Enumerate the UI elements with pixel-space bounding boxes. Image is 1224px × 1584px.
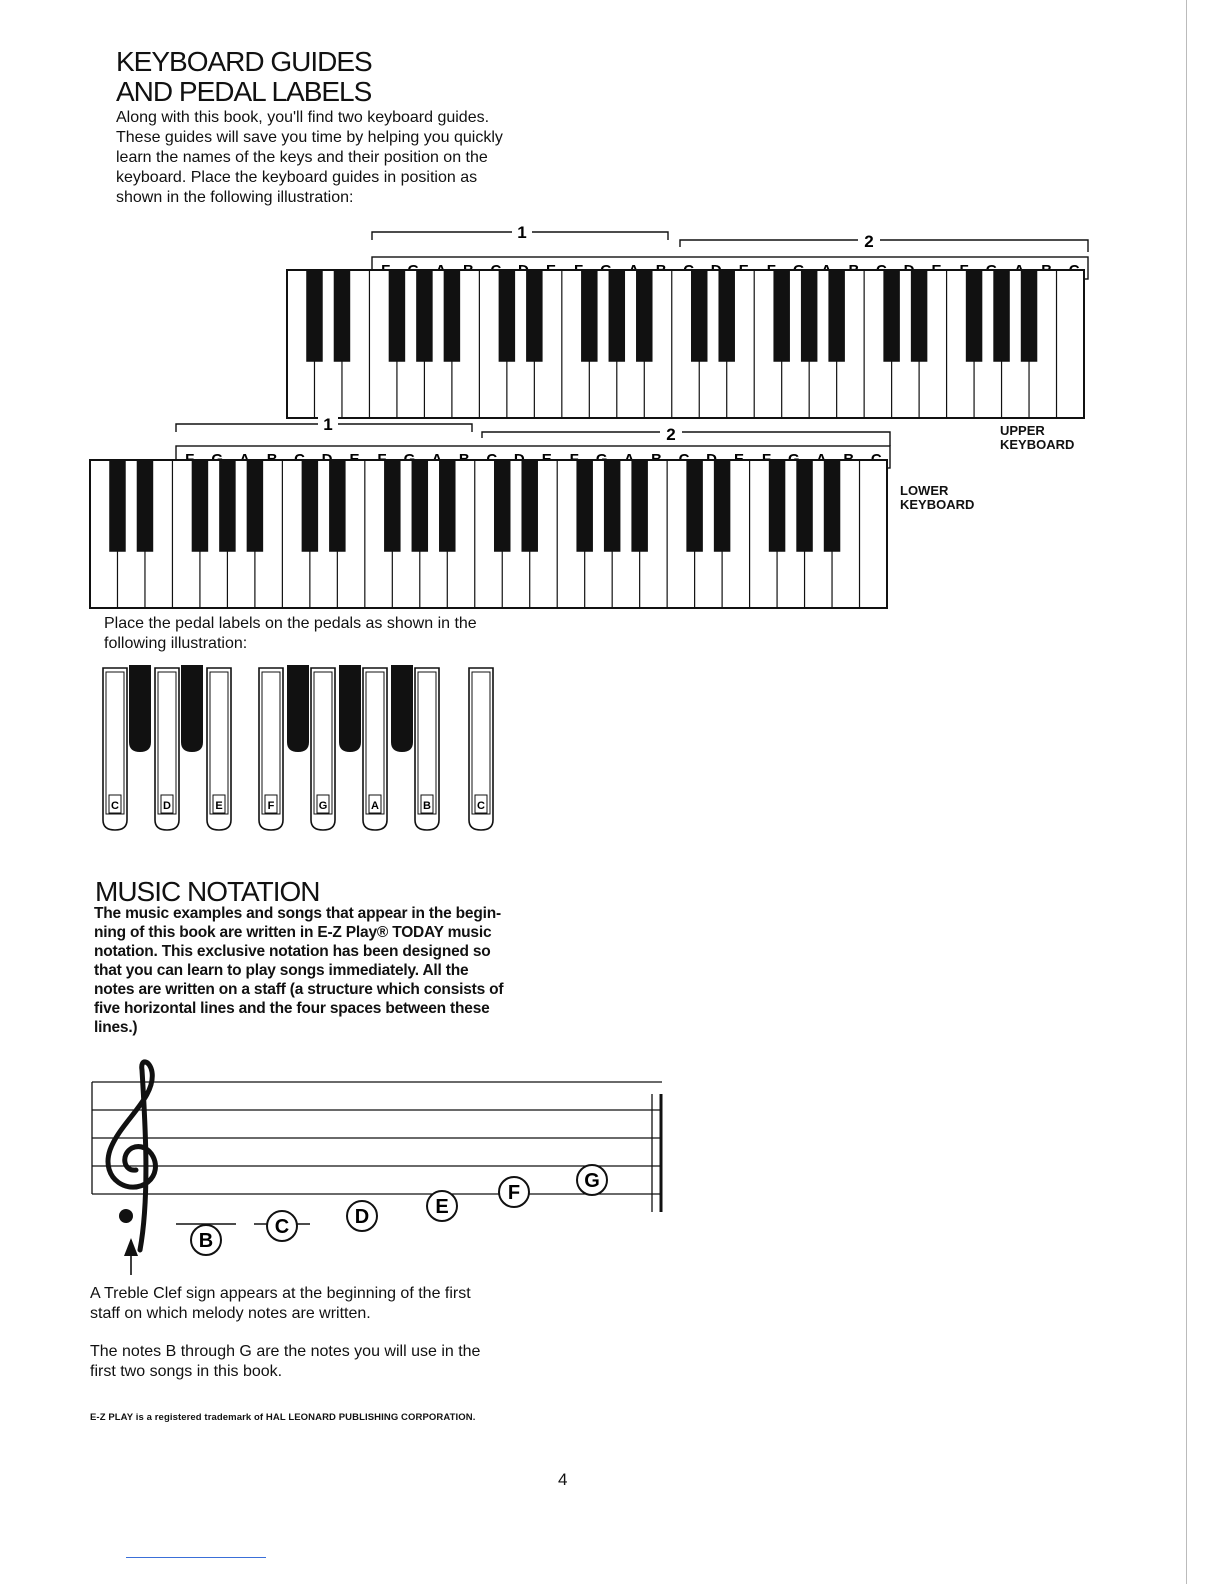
upper-black-key: [801, 270, 817, 362]
lower-keyboard-label-line1: LOWER: [900, 483, 949, 498]
notation-intro: [94, 904, 574, 1037]
lower-black-key: [576, 460, 592, 552]
upper-keyboard: [287, 270, 1084, 418]
lower-black-key: [769, 460, 785, 552]
lower-black-key: [631, 460, 647, 552]
lower-black-key: [192, 460, 208, 552]
lower-black-key: [714, 460, 730, 552]
notation-intro-line: notation. This exclusive notation has been designed so: [94, 943, 491, 960]
lower-keyboard-label-line2: KEYBOARD: [900, 497, 975, 512]
lower-black-key: [329, 460, 345, 552]
pedal-label-5: A: [371, 800, 379, 812]
lower-black-key: [384, 460, 400, 552]
upper-black-key: [389, 270, 405, 362]
upper-black-key: [828, 270, 844, 362]
upper-black-key: [911, 270, 927, 362]
lower-black-key: [686, 460, 702, 552]
lower-keyboard: [90, 460, 887, 608]
pedal-f-sharp: [287, 665, 309, 752]
lower-guide-1-label: 1: [323, 415, 333, 434]
pedal-intro-line: following illustration:: [104, 635, 248, 652]
pedal-label-6: B: [423, 800, 431, 812]
lower-black-key: [796, 460, 812, 552]
pedalboard-illustration: [90, 655, 510, 845]
page-edge-line: [1186, 0, 1187, 1584]
notation-intro-line: that you can learn to play songs immediately. All the: [94, 962, 469, 979]
treble-caption-line: staff on which melody notes are written.: [90, 1305, 371, 1322]
keyboard-intro-line: learn the names of the keys and their position on the: [116, 149, 488, 166]
lower-black-key: [412, 460, 428, 552]
notation-intro-line: The music examples and songs that appear in the begin-: [94, 905, 501, 922]
lower-black-key: [247, 460, 263, 552]
upper-black-key: [773, 270, 789, 362]
upper-black-key: [718, 270, 734, 362]
pedal-c-sharp: [129, 665, 151, 752]
pedal-label-0: C: [111, 800, 119, 812]
keyboard-intro-line: These guides will save you time by helping you quickly: [116, 129, 503, 146]
notes-caption-line: first two songs in this book.: [90, 1363, 283, 1380]
notation-heading: MUSIC NOTATION: [95, 876, 320, 907]
staff-note-label-2: D: [354, 1206, 370, 1228]
staff-note-label-3: E: [435, 1196, 449, 1218]
lower-black-key: [109, 460, 125, 552]
trademark-notice: E-Z PLAY is a registered trademark of HAL LEONARD PUBLISHING CORPORATION.: [90, 1412, 476, 1423]
treble-caption-line: A Treble Clef sign appears at the beginning of the first: [90, 1285, 471, 1302]
upper-black-key: [1021, 270, 1037, 362]
notation-intro-line: five horizontal lines and the four spaces between these: [94, 1000, 490, 1017]
staff-note-label-0: B: [198, 1230, 214, 1252]
upper-black-key: [499, 270, 515, 362]
pedal-intro-line: Place the pedal labels on the pedals as shown in the: [104, 615, 477, 632]
upper-guide-2-label: 2: [864, 232, 874, 251]
staff-note-label-1: C: [274, 1216, 290, 1238]
lower-keyboard-illustration: [0, 410, 1224, 620]
upper-black-key: [526, 270, 542, 362]
upper-black-key: [581, 270, 597, 362]
pedal-d-sharp: [181, 665, 203, 752]
lower-black-key: [521, 460, 537, 552]
lower-black-key: [137, 460, 153, 552]
notes-caption: [90, 1342, 570, 1382]
staff-note-label-5: G: [584, 1170, 600, 1192]
upper-black-key: [444, 270, 460, 362]
pedal-label-3: F: [267, 800, 275, 812]
lower-black-key: [494, 460, 510, 552]
keyboard-heading-line1: KEYBOARD GUIDES: [116, 46, 372, 77]
arrow-up-icon: [124, 1238, 138, 1275]
treble-clef-dot: [119, 1209, 133, 1223]
treble-staff-illustration: [80, 1050, 680, 1280]
treble-caption: [90, 1284, 570, 1324]
upper-keyboard-label-line1: UPPER: [1000, 423, 1045, 438]
pedal-a-sharp: [391, 665, 413, 752]
pedal-g-sharp: [339, 665, 361, 752]
pedal-label-7: C: [477, 800, 485, 812]
pedal-label-2: E: [215, 800, 223, 812]
upper-black-key: [966, 270, 982, 362]
upper-black-key: [636, 270, 652, 362]
lower-black-key: [219, 460, 235, 552]
upper-black-key: [883, 270, 899, 362]
upper-black-key: [334, 270, 350, 362]
lower-black-key: [824, 460, 840, 552]
notation-intro-line: lines.): [94, 1019, 138, 1036]
keyboard-heading-line2: AND PEDAL LABELS: [116, 76, 372, 107]
pedal-label-4: G: [318, 800, 328, 812]
lower-black-key: [604, 460, 620, 552]
pedal-intro: [104, 614, 584, 654]
notation-intro-line: notes are written on a staff (a structure which consists of: [94, 981, 504, 998]
upper-guide-1-label: 1: [517, 223, 527, 242]
keyboard-intro-line: Along with this book, you'll find two keyboard guides.: [116, 109, 490, 126]
lower-keyboard-label: [900, 484, 974, 512]
notation-intro-line: ning of this book are written in E-Z Play® TODAY music: [94, 924, 492, 941]
upper-black-key: [691, 270, 707, 362]
upper-black-key: [993, 270, 1009, 362]
keyboard-intro-line: keyboard. Place the keyboard guides in position as: [116, 169, 478, 186]
page-number: 4: [558, 1470, 568, 1489]
lower-black-key: [302, 460, 318, 552]
upper-black-key: [306, 270, 322, 362]
treble-clef-icon: [108, 1062, 155, 1250]
notes-caption-line: The notes B through G are the notes you will use in the: [90, 1343, 481, 1360]
upper-black-key: [416, 270, 432, 362]
upper-black-key: [609, 270, 625, 362]
upper-keyboard-label-line2: KEYBOARD: [1000, 437, 1075, 452]
lower-guide-2-label: 2: [666, 425, 676, 444]
footer-rule: [126, 1557, 266, 1558]
lower-black-key: [439, 460, 455, 552]
pedal-label-1: D: [163, 800, 171, 812]
staff-note-label-4: F: [507, 1182, 521, 1204]
keyboard-intro-line: shown in the following illustration:: [116, 189, 354, 206]
upper-keyboard-illustration: [0, 0, 1224, 470]
